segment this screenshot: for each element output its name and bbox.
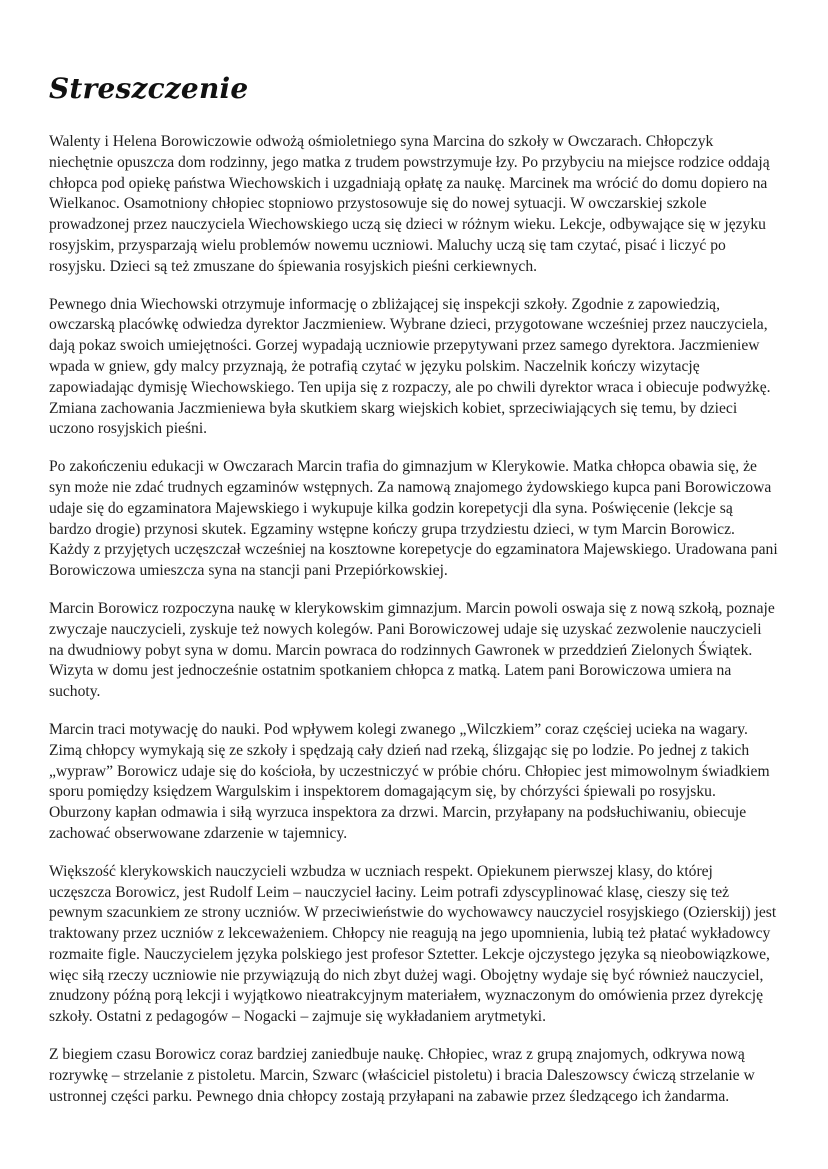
paragraph-4: Marcin Borowicz rozpoczyna naukę w klerykowskim gimnazjum. Marcin powoli oswaja się z nową szkołą, poznaje zwyczaje nauczycieli, zyskuje też nowych kolegów. Pani Borowiczowej udaje się uzyskać zezwolenie nauczycieli na dwudniowy pobyt syna w domu. Marcin powraca do rodzinnych Gawronek w przeddzień Zielonych Świątek. Wizyta w domu jest jednocześnie ostatnim spotkaniem chłopca z matką. Latem pani Borowiczowa umiera na suchoty.	[49, 599, 775, 701]
paragraph-2: Pewnego dnia Wiechowski otrzymuje informację o zbliżającej się inspekcji szkoły. Zgodnie z zapowiedzią, owczarską placówkę odwiedza dyrektor Jaczmieniew. Wybrane dzieci, przygotowane wcześniej przez nauczyciela, dają pokaz swoich umiejętności. Gorzej wypadają uczniowie przepytywani przez samego dyrektora. Jaczmieniew wpada w gniew, gdy malcy przyznają, że potrafią czytać w języku polskim. Naczelnik kończy wizytację zapowiadając dymisję Wiechowskiego. Ten upija się z rozpaczy, ale po chwili dyrektor wraca i obiecuje podwyżkę. Zmiana zachowania Jaczmieniewa była skutkiem skarg wiejskich kobiet, sprzeciwiających się temu, by dzieci uczono rosyjskich pieśni.	[49, 295, 771, 438]
page-title: Streszczenie	[49, 72, 249, 105]
paragraph-3: Po zakończeniu edukacji w Owczarach Marcin trafia do gimnazjum w Klerykowie. Matka chłopca obawia się, że syn może nie zdać trudnych egzaminów wstępnych. Za namową znajomego żydowskiego kupca pani Borowiczowa udaje się do egzaminatora Majewskiego i wykupuje kilka godzin korepetycji dla syna. Poświęcenie (lekcje są bardzo drogie) przynosi skutek. Egzaminy wstępne kończy grupa trzydziestu dzieci, w tym Marcin Borowicz. Każdy z przyjętych uczęszczał wcześniej na kosztowne korepetycje do egzaminatora Majewskiego. Uradowana pani Borowiczowa umieszcza syna na stancji pani Przepiórkowskiej.	[49, 458, 778, 580]
paragraph-7: Z biegiem czasu Borowicz coraz bardziej zaniedbuje naukę. Chłopiec, wraz z grupą znajomych, odkrywa nową rozrywkę – strzelanie z pistoletu. Marcin, Szwarc (właściciel pistoletu) i bracia Daleszowscy ćwiczą strzelanie w ustronnej części parku. Pewnego dnia chłopcy zostają przyłapani na zabawie przez śledzącego ich żandarma.	[49, 1046, 755, 1105]
paragraph-1: Walenty i Helena Borowiczowie odwożą ośmioletniego syna Marcina do szkoły w Owczarach. Chłopczyk niechętnie opuszcza dom rodzinny, jego matka z trudem powstrzymuje łzy. Po przybyciu na miejsce rodzice oddają chłopca pod opiekę państwa Wiechowskich i uzgadniają opłatę za naukę. Marcinek ma wrócić do domu dopiero na Wielkanoc. Osamotniony chłopiec stopniowo przystosowuje się do nowej sytuacji. W owczarskiej szkole prowadzonej przez nauczyciela Wiechowskiego uczą się dzieci w różnym wieku. Lekcje, odbywające się w języku rosyjskim, przysparzają wielu problemów nowemu uczniowi. Maluchy uczą się tam czytać, pisać i liczyć po rosyjsku. Dzieci są też zmuszane do śpiewania rosyjskich pieśni cerkiewnych.	[49, 133, 770, 275]
paragraph-5: Marcin traci motywację do nauki. Pod wpływem kolegi zwanego „Wilczkiem” coraz częściej ucieka na wagary. Zimą chłopcy wymykają się ze szkoły i spędzają cały dzień nad rzeką, ślizgając się po lodzie. Po jednej z takich „wypraw” Borowicz udaje się do kościoła, by uczestniczyć w próbie chóru. Chłopiec jest mimowolnym świadkiem sporu pomiędzy księdzem Wargulskim i inspektorem domagającym się, by chórzyści śpiewali po rosyjsku. Oburzony kapłan odmawia i siłą wyrzuca inspektora za drzwi. Marcin, przyłapany na podsłuchiwaniu, obiecuje zachować obserwowane zdarzenie w tajemnicy.	[49, 720, 770, 842]
paragraph-6: Większość klerykowskich nauczycieli wzbudza w uczniach respekt. Opiekunem pierwszej klasy, do której uczęszcza Borowicz, jest Rudolf Leim – nauczyciel łaciny. Leim potrafi zdyscyplinować klasę, cieszy się też pewnym szacunkiem ze strony uczniów. W przeciwieństwie do wychowawcy nauczyciel rosyjskiego (Ozierskij) jest traktowany przez uczniów z lekceważeniem. Chłopcy nie reagują na jego upomnienia, lubią też płatać wykładowcy rozmaite figle. Nauczycielem języka polskiego jest profesor Sztetter. Lekcje ojczystego języka są nieobowiązkowe, więc siłą rzeczy uczniowie nie przywiązują do nich zbyt dużej wagi. Obojętny wydaje się być również nauczyciel, znudzony późną porą lekcji i wyjątkowo nieatrakcyjnym materiałem, wyznaczonym do omówienia przez dyrekcję szkoły. Ostatni z pedagogów – Nogacki – zajmuje się wykładaniem arytmetyki.	[49, 862, 777, 1026]
document-body	[49, 132, 779, 1124]
